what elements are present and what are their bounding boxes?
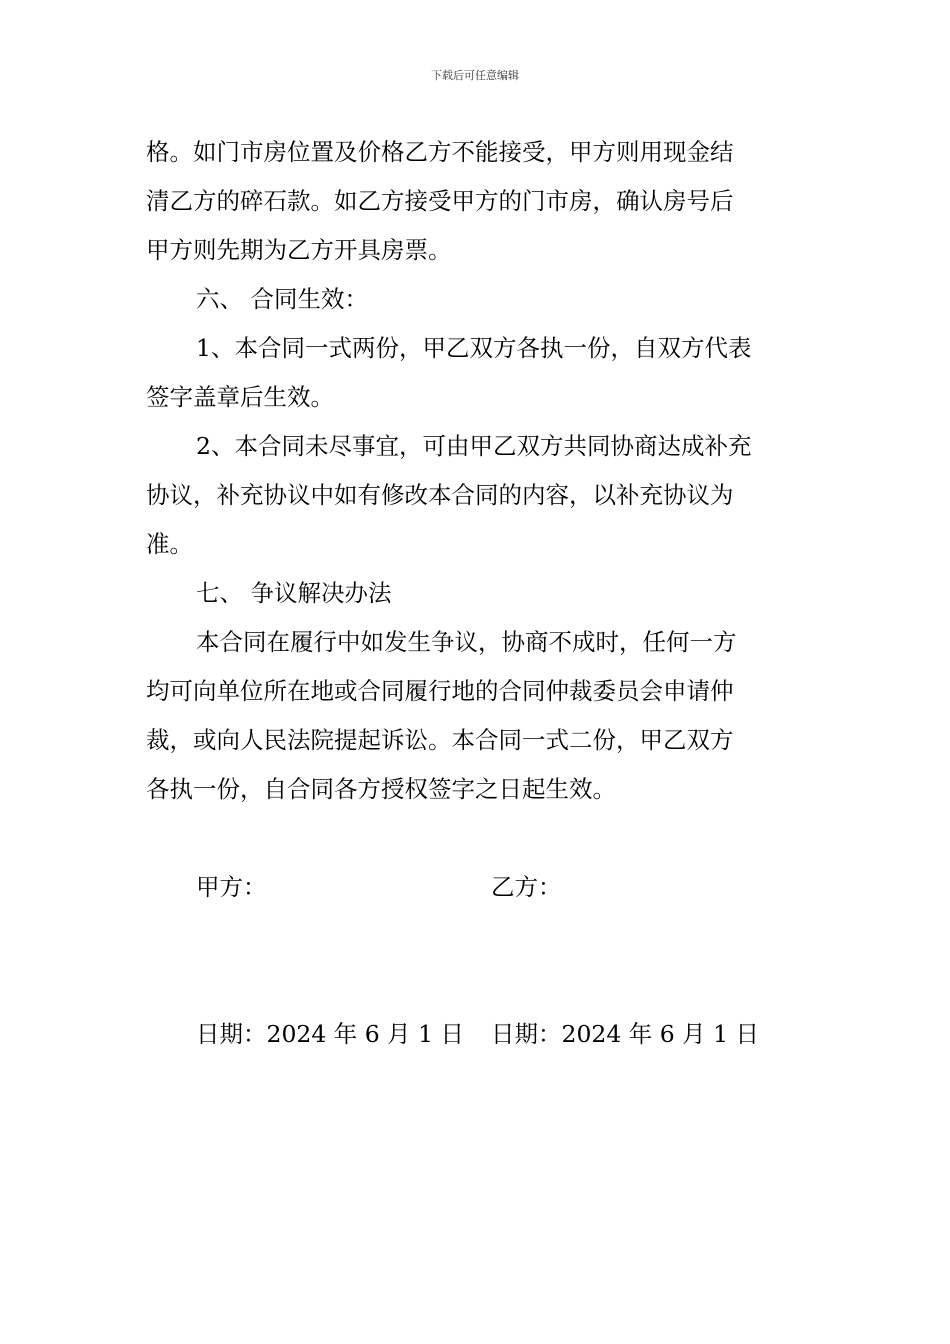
party-b-date: 日期：2024 年 6 月 1 日: [491, 1020, 760, 1048]
party-b-label: 乙方：: [491, 873, 562, 901]
clause-7: 本合同在履行中如发生争议，协商不成时，任何一方: [196, 628, 737, 656]
clause-6-2: 2、本合同未尽事宜，可由甲乙双方共同协商达成补充: [196, 432, 752, 460]
signature-parties-row: [146, 863, 806, 912]
spacer: [146, 814, 806, 863]
clause-6-1-cont: 签字盖章后生效。: [146, 383, 334, 411]
paragraph-line: 甲方则先期为乙方开具房票。: [146, 236, 452, 264]
clause-6-2-cont: 协议，补充协议中如有修改本合同的内容，以补充协议为: [146, 481, 734, 509]
spacer: [146, 912, 806, 1010]
clause-7-cont: 各执一份，自合同各方授权签字之日起生效。: [146, 775, 616, 803]
clause-6-1: 1、本合同一式两份，甲乙双方各执一份，自双方代表: [196, 334, 752, 362]
clause-7-cont: 均可向单位所在地或合同履行地的合同仲裁委员会申请仲: [146, 677, 734, 705]
party-a-date: 日期：2024 年 6 月 1 日: [196, 1020, 465, 1048]
clause-7-cont: 裁，或向人民法院提起诉讼。本合同一式二份，甲乙双方: [146, 726, 734, 754]
paragraph-line: 清乙方的碎石款。如乙方接受甲方的门市房，确认房号后: [146, 187, 734, 215]
signature-dates-row: [146, 1010, 806, 1059]
page-header-note: 下载后可任意编辑: [431, 69, 519, 82]
section-heading-7: 七、 争议解决办法: [196, 579, 392, 607]
clause-6-2-cont: 准。: [146, 530, 193, 558]
party-a-label: 甲方：: [196, 873, 267, 901]
paragraph-line: 格。如门市房位置及价格乙方不能接受，甲方则用现金结: [146, 138, 734, 166]
document-body: [146, 128, 806, 1059]
section-heading-6: 六、 合同生效：: [196, 285, 368, 313]
